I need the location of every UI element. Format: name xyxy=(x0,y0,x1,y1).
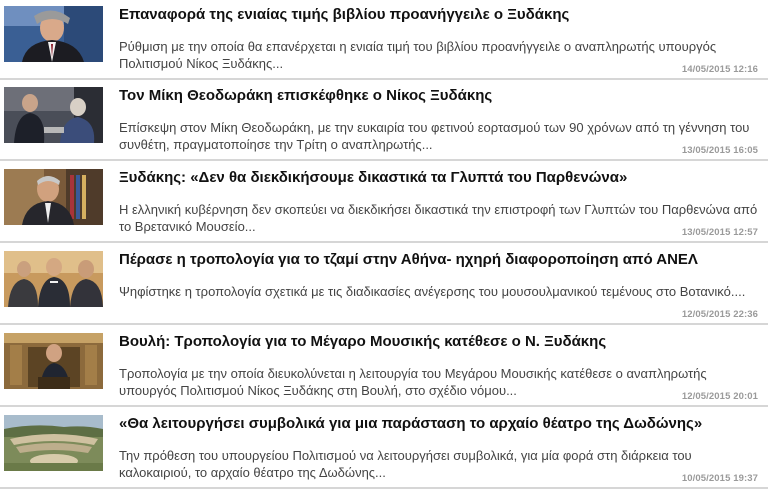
article-thumbnail[interactable] xyxy=(4,169,103,225)
article-summary: Ψηφίστηκε η τροπολογία σχετικά με τις διαδικασίες ανέγερσης του μουσουλμανικού τεμένους στο Βοτανικό.... xyxy=(119,284,746,299)
article-title-link[interactable]: Ξυδάκης: «Δεν θα διεκδικήσουμε δικαστικά τα Γλυπτά του Παρθενώνα» xyxy=(119,169,628,186)
article-summary: Η ελληνική κυβέρνηση δεν σκοπεύει να διεκδικήσει δικαστικά την επιστροφή των Γλυπτών του Παρθενώνα από το Βρετανικό Μουσείο... xyxy=(119,202,758,234)
portrait-photo-icon xyxy=(4,6,103,62)
article-summary: Ρύθμιση με την οποία θα επανέρχεται η ενιαία τιμή του βιβλίου προανήγγειλε ο αναπληρωτής υπουργός Πολιτισμού Νίκος Ξυδάκης... xyxy=(119,39,717,71)
article-date: 13/05/2015 12:57 xyxy=(681,227,758,238)
article-thumbnail[interactable] xyxy=(4,6,103,62)
parliament-photo-icon xyxy=(4,333,103,389)
article-summary: Τροπολογία με την οποία διευκολύνεται η λειτουργία του Μεγάρου Μουσικής κατέθεσε ο αναπληρωτής υπουργός Πολιτισμού Νίκος Ξυδάκης στη Βουλή, στο σχέδιο νόμου... xyxy=(119,366,707,398)
article-title-link[interactable]: Τον Μίκη Θεοδωράκη επισκέφθηκε ο Νίκος Ξυδάκης xyxy=(119,87,493,104)
article-date: 13/05/2015 16:05 xyxy=(681,145,758,156)
news-item xyxy=(0,163,770,243)
article-title-link[interactable]: Βουλή: Τροπολογία για το Μέγαρο Μουσικής κατέθεσε ο Ν. Ξυδάκης xyxy=(119,333,607,350)
article-date: 14/05/2015 12:16 xyxy=(681,64,758,75)
article-summary: Επίσκεψη στον Μίκη Θεοδωράκη, με την ευκαιρία του φετινού εορτασμού των 90 χρόνων από τη γέννηση του συνθέτη, πραγματοποίησε την Τρίτη ο αναπληρωτής... xyxy=(119,120,750,152)
article-thumbnail[interactable] xyxy=(4,87,103,143)
news-item xyxy=(0,327,770,407)
article-title-link[interactable]: Επαναφορά της ενιαίας τιμής βιβλίου προανήγγειλε ο Ξυδάκης xyxy=(119,6,570,23)
article-title-link[interactable]: «Θα λειτουργήσει συμβολικά για μια παράσταση το αρχαίο θέατρο της Δωδώνης» xyxy=(119,415,703,432)
portrait-photo-icon xyxy=(4,169,103,225)
article-title-link[interactable]: Πέρασε η τροπολογία για το τζαμί στην Αθήνα- ηχηρή διαφοροποίηση από ΑΝΕΛ xyxy=(119,251,698,268)
article-date: 12/05/2015 22:36 xyxy=(681,309,758,320)
article-date: 10/05/2015 19:37 xyxy=(681,473,758,484)
news-item xyxy=(0,81,770,161)
meeting-photo-icon xyxy=(4,87,103,143)
article-thumbnail[interactable] xyxy=(4,415,103,471)
article-thumbnail[interactable] xyxy=(4,333,103,389)
news-item xyxy=(0,245,770,325)
news-item xyxy=(0,0,770,80)
ancient-theatre-photo-icon xyxy=(4,415,103,471)
news-item xyxy=(0,409,770,489)
article-thumbnail[interactable] xyxy=(4,251,103,307)
article-date: 12/05/2015 20:01 xyxy=(681,391,758,402)
politicians-photo-icon xyxy=(4,251,103,307)
article-summary: Την πρόθεση του υπουργείου Πολιτισμού να λειτουργήσει συμβολικά, για μία φορά στη διάρκεια του καλοκαιριού, το αρχαίο θέατρο της Δωδώνης... xyxy=(119,448,692,480)
